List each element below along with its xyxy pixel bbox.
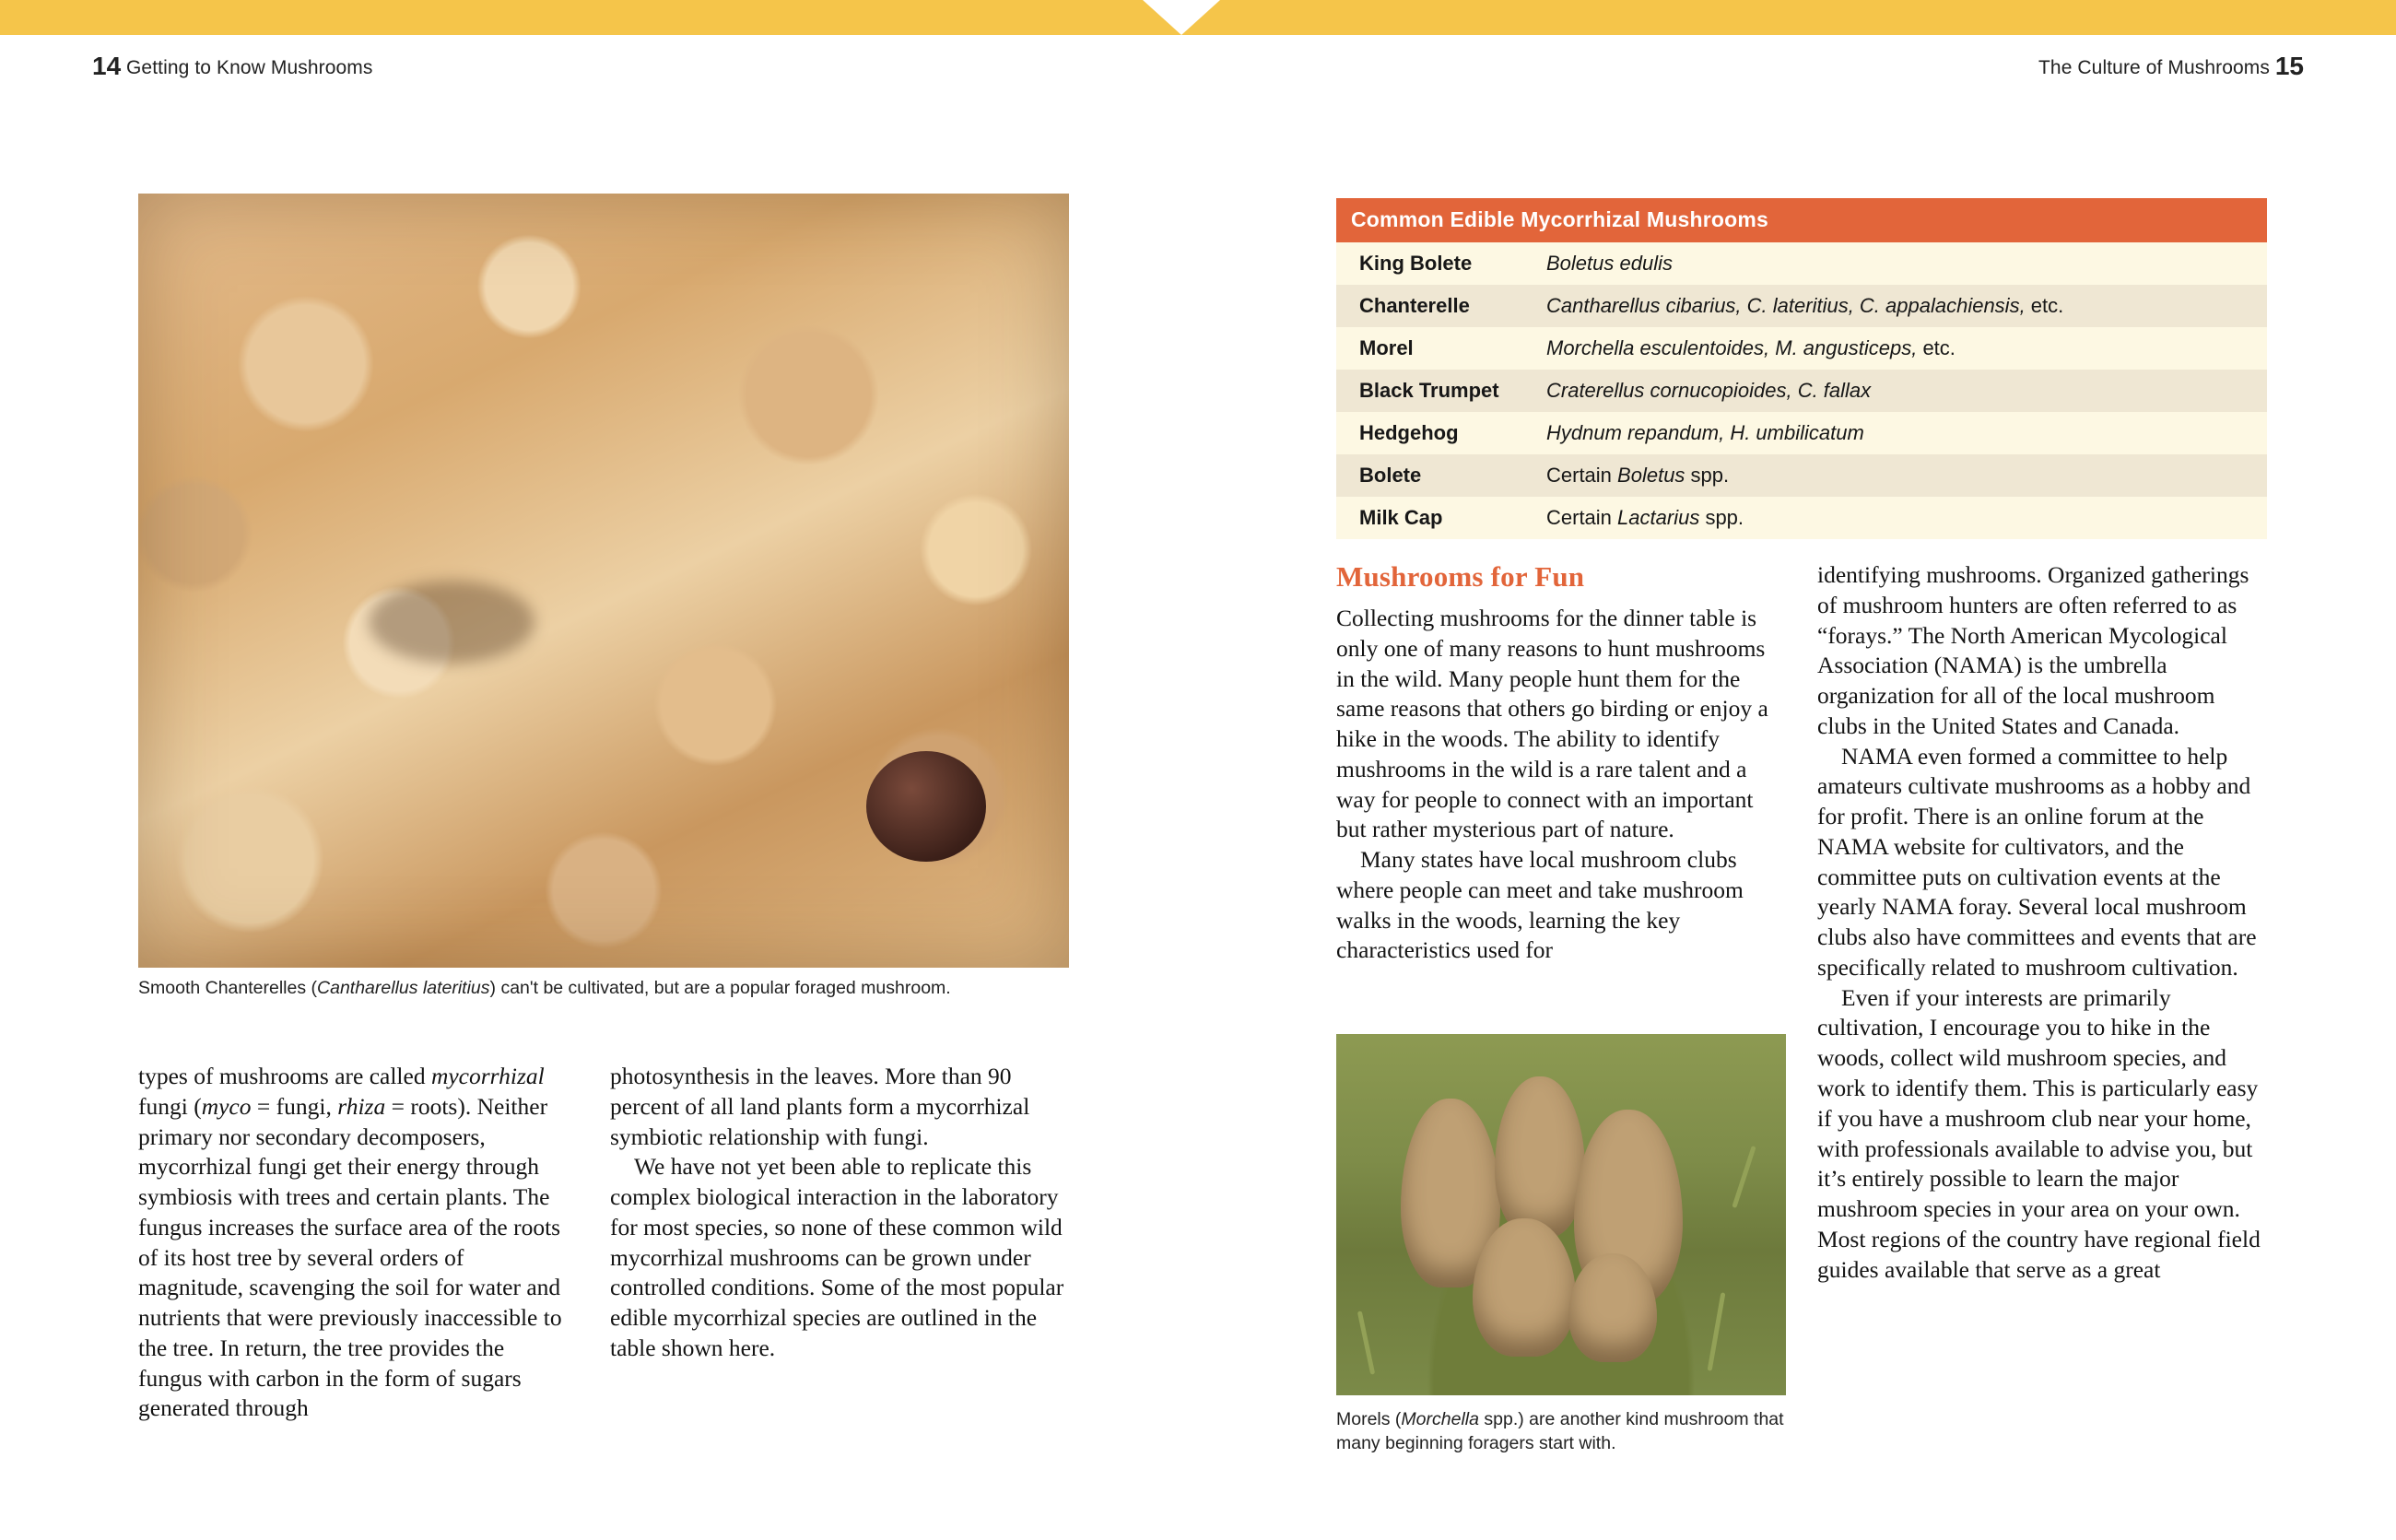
paragraph: Collecting mushrooms for the dinner table is only one of many reasons to hunt mushrooms in the wild. Many people hunt them for the same reasons that others go birding or enjoy a hike in the woods. The ability to identify mushrooms in the wild is a rare talent and a way for people to connect with an important but rather mysterious part of nature. [1336, 605, 1768, 843]
table-cell-value [1546, 242, 2267, 285]
caption-species: Morchella [1401, 1409, 1479, 1429]
section-heading-mushrooms-for-fun: Mushrooms for Fun [1336, 560, 1585, 593]
species-plain: etc. [2025, 294, 2064, 317]
paragraph [138, 1062, 573, 1424]
species-italic: Hydnum repandum, H. umbilicatum [1546, 421, 1864, 444]
text-run: fungi ( [138, 1092, 202, 1120]
morel-mushroom [1495, 1076, 1585, 1238]
species-prefix: Certain [1546, 464, 1618, 487]
italic-term: myco [201, 1092, 252, 1120]
paragraph: Many states have local mushroom clubs where people can meet and take mushroom walks in the woods, learning the key characteristics used for [1336, 846, 1744, 964]
table-row [1336, 370, 2267, 412]
photo-shadow [369, 581, 534, 664]
table-cell-value [1546, 454, 2267, 497]
right-page-number: 15 [2274, 52, 2304, 80]
morel-photo [1336, 1034, 1786, 1395]
text-run: types of mushrooms are called [138, 1063, 431, 1089]
left-body-column-2 [610, 1062, 1069, 1364]
species-plain: etc. [1917, 336, 1956, 359]
table-row [1336, 242, 2267, 285]
paragraph: NAMA even formed a committee to help amateurs cultivate mushrooms as a hobby and for profit. There is an online forum at the NAMA website for cultivators, and the committee puts on cultivation events at the yearly NAMA foray. Several local mushroom clubs also have committees and events that are specifically related to mushroom cultivation. [1817, 742, 2257, 981]
right-body-column-1 [1336, 604, 1786, 966]
caption-text-2: ) can't be cultivated, but are a popular foraged mushroom. [489, 978, 951, 998]
text-run: = fungi, [251, 1092, 338, 1120]
left-body-column-1 [138, 1062, 573, 1424]
morel-photo-caption [1336, 1408, 1786, 1455]
table-row [1336, 412, 2267, 454]
caption-text-1: Smooth Chanterelles ( [138, 978, 318, 998]
table-row [1336, 454, 2267, 497]
table-cell-name: Chanterelle [1359, 294, 1470, 317]
table-cell-value [1546, 412, 2267, 454]
grass-blade [1708, 1292, 1726, 1371]
table-title: Common Edible Mycorrhizal Mushrooms [1336, 198, 2267, 242]
morel-mushroom [1473, 1218, 1576, 1357]
table-cell-name: King Bolete [1359, 252, 1473, 275]
left-folio [92, 52, 372, 81]
species-plain: spp. [1685, 464, 1730, 487]
table-cell-value [1546, 497, 2267, 539]
paragraph: Even if your interests are primarily cultivation, I encourage you to hike in the woods, collect wild mushroom species, and work to identify them. This is particularly easy if you have a mushroom club near your home, with professionals available to advise you, but it’s entirely possible to learn the major mushroom species in your area on your own. Most regions of the country have regional field guides available that serve as a great [1817, 983, 2261, 1283]
table-cell-name: Black Trumpet [1359, 379, 1499, 402]
table-cell-value [1546, 285, 2267, 327]
table-cell-name: Hedgehog [1359, 421, 1459, 444]
right-running-head: The Culture of Mushrooms [2038, 57, 2270, 78]
table-cell-name: Morel [1359, 336, 1414, 359]
right-folio [2038, 52, 2304, 81]
right-body-column-2 [1817, 560, 2267, 1285]
dark-mushroom-cap [866, 751, 986, 862]
mycorrhizal-mushroom-table [1336, 198, 2267, 539]
grass-blade [1732, 1146, 1756, 1208]
species-italic: Craterellus cornucopioides, C. fallax [1546, 379, 1872, 402]
chanterelle-photo-caption [138, 977, 995, 1001]
table-row [1336, 327, 2267, 370]
species-italic: Cantharellus cibarius, C. lateritius, C. appalachiensis, [1546, 294, 2026, 317]
chanterelle-photo [138, 194, 1069, 968]
table-cell-value [1546, 327, 2267, 370]
paragraph: We have not yet been able to replicate this complex biological interaction in the laboratory for most species, so none of these common wild mycorrhizal mushrooms can be grown under controlled conditions. Some of the most popular edible mycorrhizal species are outlined in the table shown here. [610, 1153, 1064, 1361]
table-cell-name: Milk Cap [1359, 506, 1443, 529]
species-prefix: Certain [1546, 506, 1618, 529]
table-row [1336, 285, 2267, 327]
grass-blade [1357, 1311, 1375, 1375]
caption-species: Cantharellus lateritius [317, 978, 490, 998]
species-italic: Boletus edulis [1546, 252, 1673, 275]
table-row [1336, 497, 2267, 539]
italic-term: rhiza [337, 1092, 386, 1120]
italic-term: mycorrhizal [430, 1063, 545, 1089]
caption-text-1: Morels ( [1336, 1409, 1402, 1429]
text-run: = roots). Neither primary nor secondary decomposers, mycorrhizal fungi get their energy through symbiosis with trees and certain plants. The fungus increases the surface area of the roots of its host tree by several orders of magnitude, scavenging the soil for water and nutrients that were previously inaccessible to the tree. In return, the tree provides the fungus with carbon in the form of sugars generated through [138, 1092, 562, 1422]
species-italic: Lactarius [1617, 506, 1700, 529]
species-italic: Morchella esculentoides, M. angusticeps, [1546, 336, 1918, 359]
species-plain: spp. [1699, 506, 1744, 529]
table-cell-name: Bolete [1359, 464, 1422, 487]
paragraph: photosynthesis in the leaves. More than 90 percent of all land plants form a mycorrhizal symbiotic relationship with fungi. [610, 1063, 1030, 1150]
left-page-number: 14 [92, 52, 122, 80]
caption-text-2: spp.) are another kind mushroom that many beginning foragers start with. [1336, 1409, 1784, 1453]
paragraph: identifying mushrooms. Organized gatherings of mushroom hunters are often referred to as “forays.” The North American Mycological Association (NAMA) is the umbrella organization for all of the local mushroom clubs in the United States and Canada. [1817, 561, 2249, 739]
left-running-head: Getting to Know Mushrooms [126, 57, 373, 78]
right-page [1198, 0, 2396, 1540]
table-cell-value [1546, 370, 2267, 412]
species-italic: Boletus [1617, 464, 1685, 487]
